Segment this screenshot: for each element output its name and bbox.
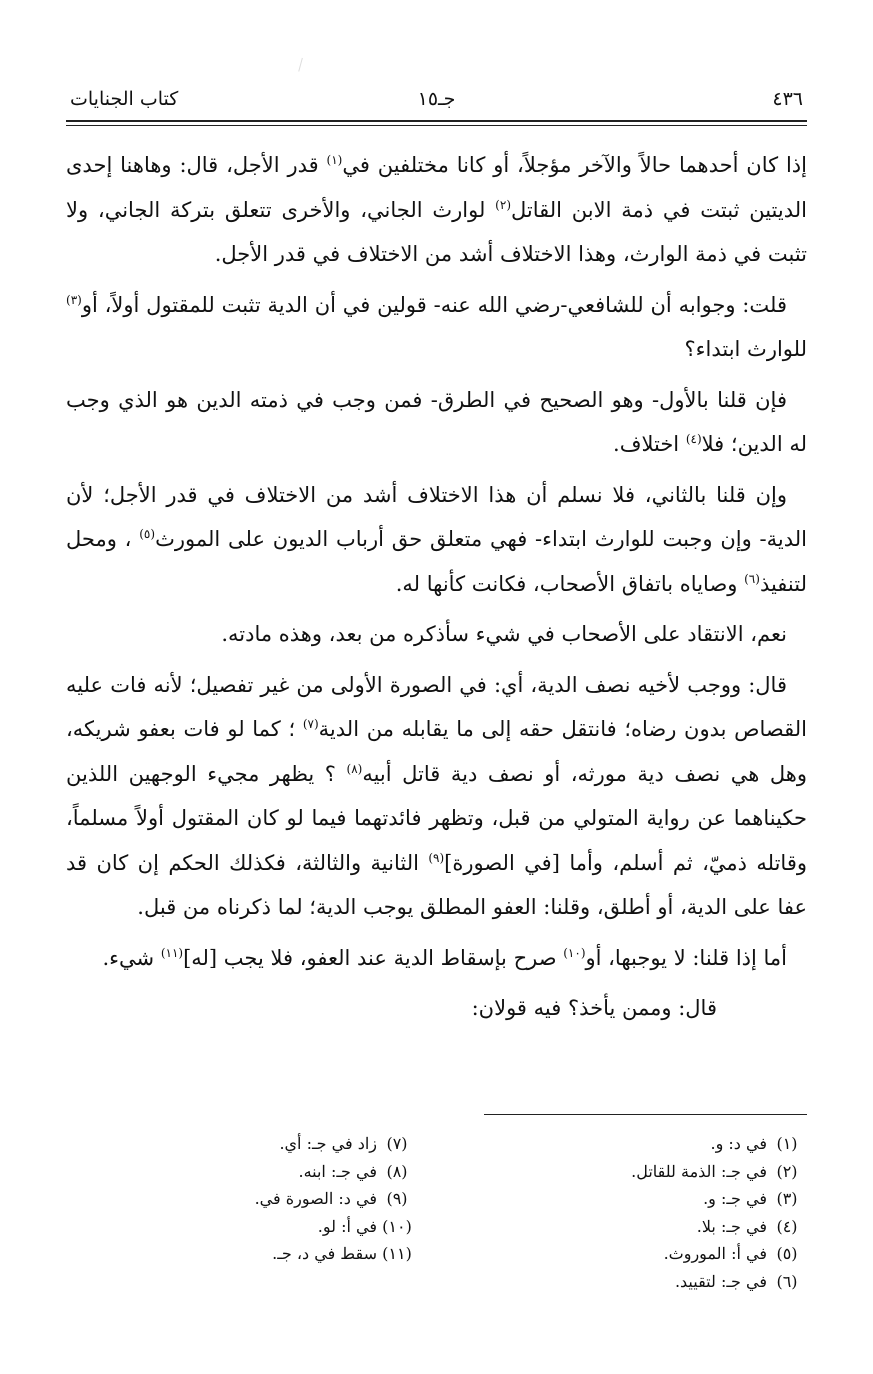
paragraph: قلت: وجوابه أن للشافعي-رضي الله عنه- قولين في أن الدية تثبت للمقتول أولاً، أو$^{(٣)}$ للوارث ابتداء؟ [66,292,807,361]
footnote-item: (٧)زاد في جـ: أي. [279,1134,408,1153]
footnote-item: (٨)في جـ: ابنه. [298,1161,408,1181]
footnote-item: (١١)سقط في د، جـ. [272,1244,412,1263]
main-text [66,143,807,1037]
scan-speck [298,58,305,72]
footnote-ref: (١) [326,153,343,167]
footnote-ref: (٩) [428,850,445,865]
paragraph: أما إذا قلنا: لا يوجبها، أو$^{(١٠)}$ صرح بإسقاط الدية عند العفو، فلا يجب [له]$^{(١١)}$ شيء. [102,945,787,970]
footnote-column-left [87,1130,417,1268]
footnote-rule [484,1114,807,1115]
footnote-ref: (٣) [66,292,82,307]
footnote-item: (١٠)في أ: لو. [317,1216,412,1236]
footnote-column-right [477,1130,807,1295]
paragraph: نعم، الانتقاد على الأصحاب في شيء سأذكره من بعد، وهذه مادته. [221,622,787,646]
footnote-ref: (٢) [495,197,511,212]
book-title: كتاب الجنايات [70,88,179,110]
paragraph: فإن قلنا بالأول- وهو الصحيح في الطرق- فمن وجب في ذمته الدين هو الذي وجب له الدين؛ فلا$^{(٤)}$ اختلاف. [66,387,807,456]
footnote-ref: (١٠) [563,945,586,960]
footnote-item: (٤)في جـ: بلا. [696,1216,798,1236]
paragraph: قال: ووجب لأخيه نصف الدية، أي: في الصورة الأولى من غير تفصيل؛ لأنه فات عليه القصاص بدون رضاه؛ فانتقل حقه إلى ما يقابله من الدية$^{(٧)}$ ؛ كما لو فات بعفو شريكه، وهل هي نصف دية مورثه، أو نصف دية قاتل أبيه$^{(٨)}$ ؟ يظهر مجيء الوجهين اللذين حكيناهما عن رواية المتولي من قبل، وتظهر فائدتهما فيما لو كان المقتول أولاً مسلماً، وقاتله ذميّ، ثم أسلم، وأما [في الصورة]$^{(٩)}$ الثانية والثالثة، فكذلك الحكم إن كان قد عفا على الدية، أو أطلق، وقلنا: العفو المطلق يوجب الدية؛ لما ذكرناه من قبل. [66,672,808,919]
header-rule-thin [66,125,807,126]
running-header [70,86,803,116]
footnote-item: (٥)في أ: الموروث. [663,1244,798,1263]
volume-label: جـ١٥ [417,88,456,110]
footnote-item: (٩)في د: الصورة في. [254,1189,408,1208]
footnote-ref: (٨) [346,761,363,776]
page-number: ٤٣٦ [772,88,803,110]
footnote-ref: (٤) [685,432,702,446]
footnote-ref: (٥) [139,527,156,541]
footnote-ref: (٧) [302,717,319,731]
footnote-item: (٣)في جـ: و. [703,1189,798,1208]
paragraph: وإن قلنا بالثاني، فلا نسلم أن هذا الاختلاف أشد من الاختلاف في قدر الأجل؛ لأن الدية- وإن وجبت للوارث ابتداء- فهي متعلق حق أرباب الديون على المورث$^{(٥)}$ ، ومحل لتنفيذ$^{(٦)}$ وصاياه باتفاق الأصحاب، فكانت كأنها له. [66,482,807,596]
footnote-item: (٢)في جـ: الذمة للقاتل. [631,1161,798,1181]
footnote-item: (١)في د: و. [710,1134,798,1153]
footnote-ref: (١١) [160,945,184,960]
footnote-ref: (٦) [744,571,760,586]
paragraph: قال: وممن يأخذ؟ فيه قولان: [471,996,717,1020]
paragraph: إذا كان أحدهما حالاً والآخر مؤجلاً، أو كانا مختلفين في$^{(١)}$ قدر الأجل، قال: وهاهنا إحدى الديتين ثبتت في ذمة الابن القاتل$^{(٢)}$ لوارث الجاني، والأخرى تتعلق بتركة الجاني، ولا تثبت في ذمة الوارث، وهذا الاختلاف أشد من الاختلاف في قدر الأجل. [66,153,807,266]
header-rule-thick [66,120,807,122]
footnote-item: (٦)في جـ: لتقييد. [674,1271,798,1291]
